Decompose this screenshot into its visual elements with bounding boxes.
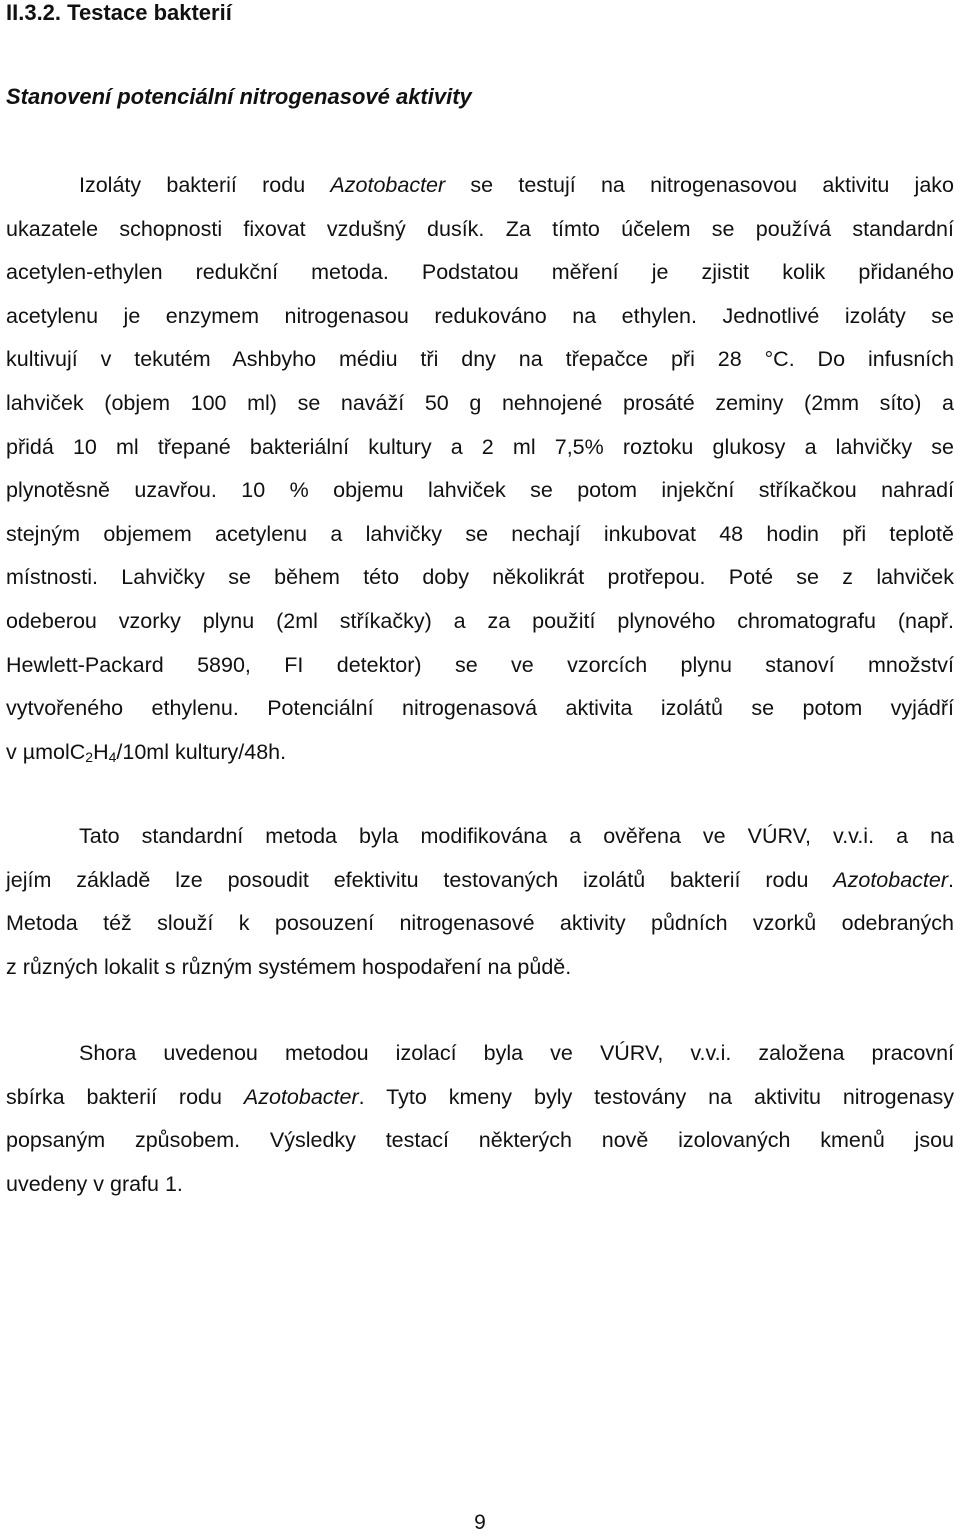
text-line: přidá 10 ml třepané bakteriální kultury a 2 ml 7,5% roztoku glukosy a lahvičky se <box>6 434 954 459</box>
text-line: acetylenu je enzymem nitrogenasou redukováno na ethylen. Jednotlivé izoláty se <box>6 303 954 328</box>
text-line: jejím základě lze posoudit efektivitu testovaných izolátů bakterií rodu Azotobacter. <box>6 867 954 892</box>
text-line: uvedeny v grafu 1. <box>6 1171 183 1196</box>
page-number: 9 <box>474 1511 486 1534</box>
text-line: ukazatele schopnosti fixovat vzdušný dusík. Za tímto účelem se používá standardní <box>6 216 954 241</box>
text-line: acetylen-ethylen redukční metoda. Podstatou měření je zjistit kolik přidaného <box>6 260 954 285</box>
text-line: stejným objemem acetylenu a lahvičky se nechají inkubovat 48 hodin při teplotě <box>6 521 954 546</box>
text-line: Tato standardní metoda byla modifikována a ověřena ve VÚRV, v.v.i. a na <box>79 824 954 848</box>
text-line: místnosti. Lahvičky se během této doby několikrát protřepou. Poté se z lahviček <box>6 565 954 590</box>
subscript: 4 <box>108 748 117 765</box>
text-line: v $\mu molC_2H_4/10ml$ kultury/48h. <box>6 739 287 765</box>
section-subheading: Stanovení potenciální nitrogenasové aktivity <box>6 84 472 109</box>
text-line: odeberou vzorky plynu (2ml stříkačky) a za použití plynového chromatografu (např. <box>6 608 954 633</box>
text-line: Shora uvedenou metodou izolací byla ve VÚRV, v.v.i. založena pracovní <box>79 1041 954 1065</box>
paragraph-collection <box>6 1032 954 1206</box>
genus-name: Azotobacter <box>243 1084 359 1109</box>
paragraph-method-modification <box>6 815 954 989</box>
text-line: Izoláty bakterií rodu Azotobacter se testují na nitrogenasovou aktivitu jako <box>79 173 954 197</box>
text-line: Metoda též slouží k posouzení nitrogenasové aktivity půdních vzorků odebraných <box>6 911 954 936</box>
text-line: plynotěsně uzavřou. 10 % objemu lahviček se potom injekční stříkačkou nahradí <box>6 478 954 503</box>
text-line: vytvořeného ethylenu. Potenciální nitrogenasová aktivita izolátů se potom vyjádří <box>6 696 954 721</box>
genus-name: Azotobacter <box>330 173 446 197</box>
text-line: popsaným způsobem. Výsledky testací některých nově izolovaných kmenů jsou <box>6 1128 954 1153</box>
text-line: sbírka bakterií rodu Azotobacter. Tyto kmeny byly testovány na aktivitu nitrogenasy <box>6 1084 954 1109</box>
text-line: kultivují v tekutém Ashbyho médiu tři dny na třepačce při 28 °C. Do infusních <box>6 347 954 372</box>
text-line: z různých lokalit s různým systémem hospodaření na půdě. <box>6 954 572 979</box>
text-line: Hewlett-Packard 5890, FI detektor) se ve vzorcích plynu stanoví množství <box>6 652 954 677</box>
genus-name: Azotobacter <box>833 867 949 892</box>
subscript: 2 <box>85 748 94 765</box>
text-line: lahviček (objem 100 ml) se naváží 50 g nehnojené prosáté zeminy (2mm síto) a <box>6 390 954 415</box>
paragraph-method-description <box>6 164 954 774</box>
section-heading: II.3.2. Testace bakterií <box>6 0 232 25</box>
